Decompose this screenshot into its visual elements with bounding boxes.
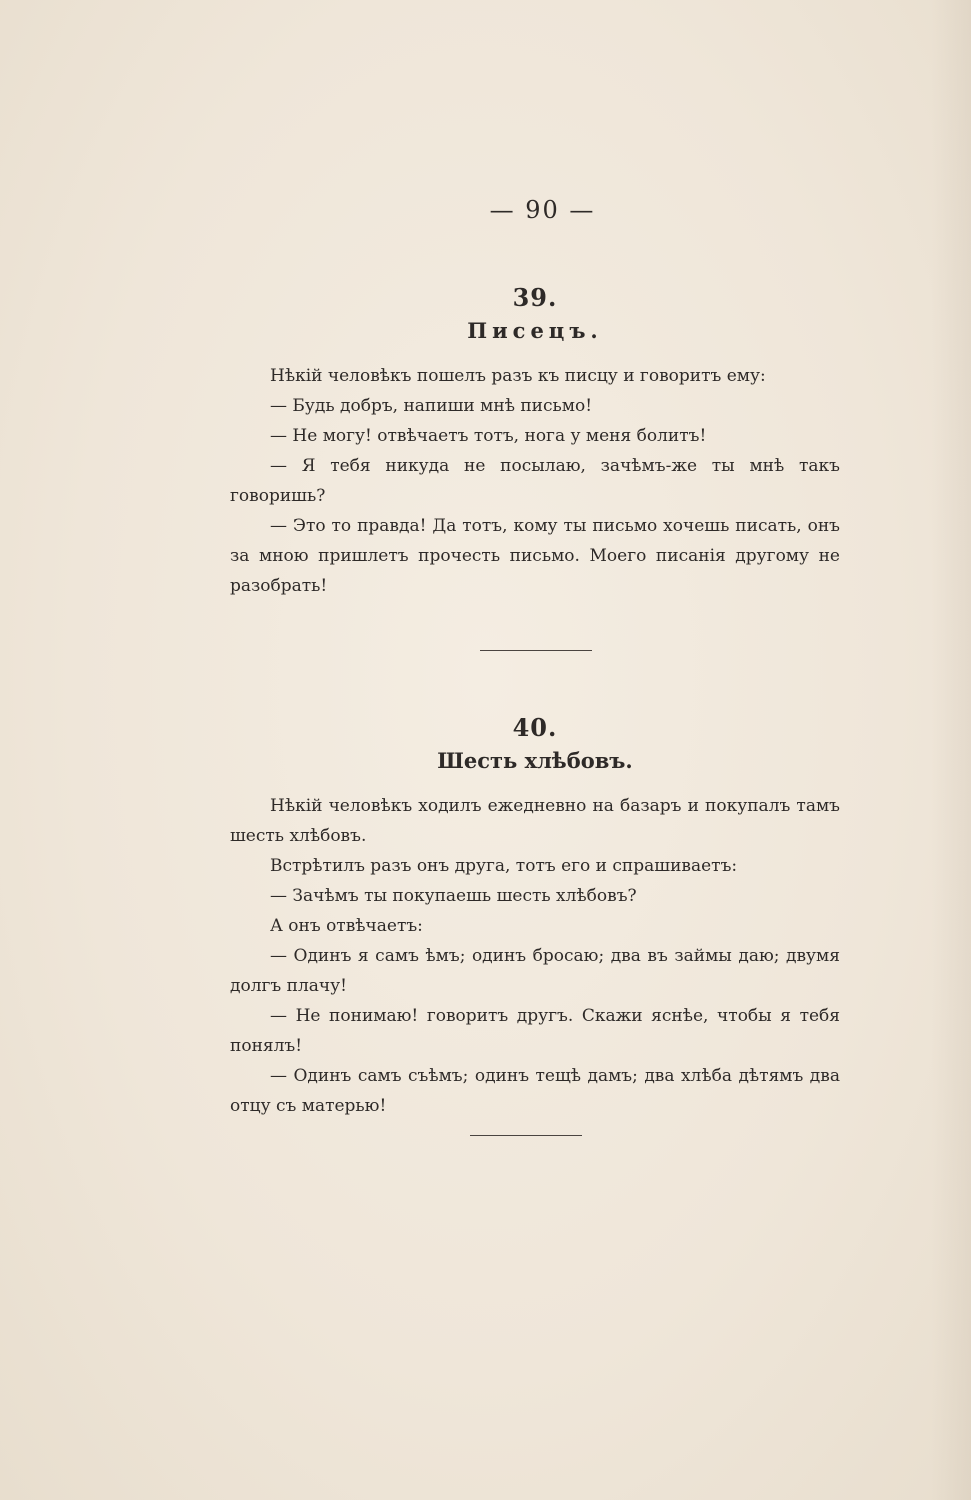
story-40-title: Шесть хлѣбовъ. — [437, 748, 633, 773]
page-fold-shadow — [931, 0, 971, 1500]
paragraph: А онъ отвѣчаетъ: — [270, 916, 423, 936]
paragraph: — Я тебя никуда не посылаю, зачѣмъ-же ты мнѣ такъ говоришь? — [230, 456, 840, 506]
story-40-number: 40. — [512, 713, 558, 742]
story-40 — [230, 713, 840, 1121]
paragraph: — Не понимаю! говоритъ другъ. Скажи яснѣе, чтобы я тебя понялъ! — [230, 1006, 840, 1056]
page-number: — 90 — — [489, 196, 596, 224]
story-40-body — [230, 791, 840, 1121]
story-39-number: 39. — [512, 283, 558, 312]
section-divider — [480, 650, 592, 651]
paragraph: Нѣкій человѣкъ ходилъ ежедневно на базаръ и покупалъ тамъ шесть хлѣбовъ. — [230, 796, 840, 846]
paragraph: Встрѣтилъ разъ онъ друга, тотъ его и спрашиваетъ: — [270, 856, 738, 876]
story-39-title: Писецъ. — [467, 318, 603, 343]
end-divider — [470, 1135, 582, 1136]
paragraph: — Одинъ я самъ ѣмъ; одинъ бросаю; два въ займы даю; двумя долгъ плачу! — [230, 946, 840, 996]
paragraph: — Это то правда! Да тотъ, кому ты письмо хочешь писать, онъ за мною пришлетъ прочесть письмо. Моего писанія другому не разобрать! — [230, 516, 840, 596]
paragraph: — Будь добръ, напиши мнѣ письмо! — [270, 396, 593, 416]
story-39 — [230, 283, 840, 601]
paragraph: — Зачѣмъ ты покупаешь шесть хлѣбовъ? — [270, 886, 637, 906]
paragraph: — Одинъ самъ съѣмъ; одинъ тещѣ дамъ; два хлѣба дѣтямъ два отцу съ матерью! — [230, 1066, 840, 1116]
paragraph: — Не могу! отвѣчаетъ тотъ, нога у меня болитъ! — [270, 426, 707, 446]
story-39-body — [230, 361, 840, 601]
paragraph: Нѣкій человѣкъ пошелъ разъ къ писцу и говоритъ ему: — [270, 366, 766, 386]
